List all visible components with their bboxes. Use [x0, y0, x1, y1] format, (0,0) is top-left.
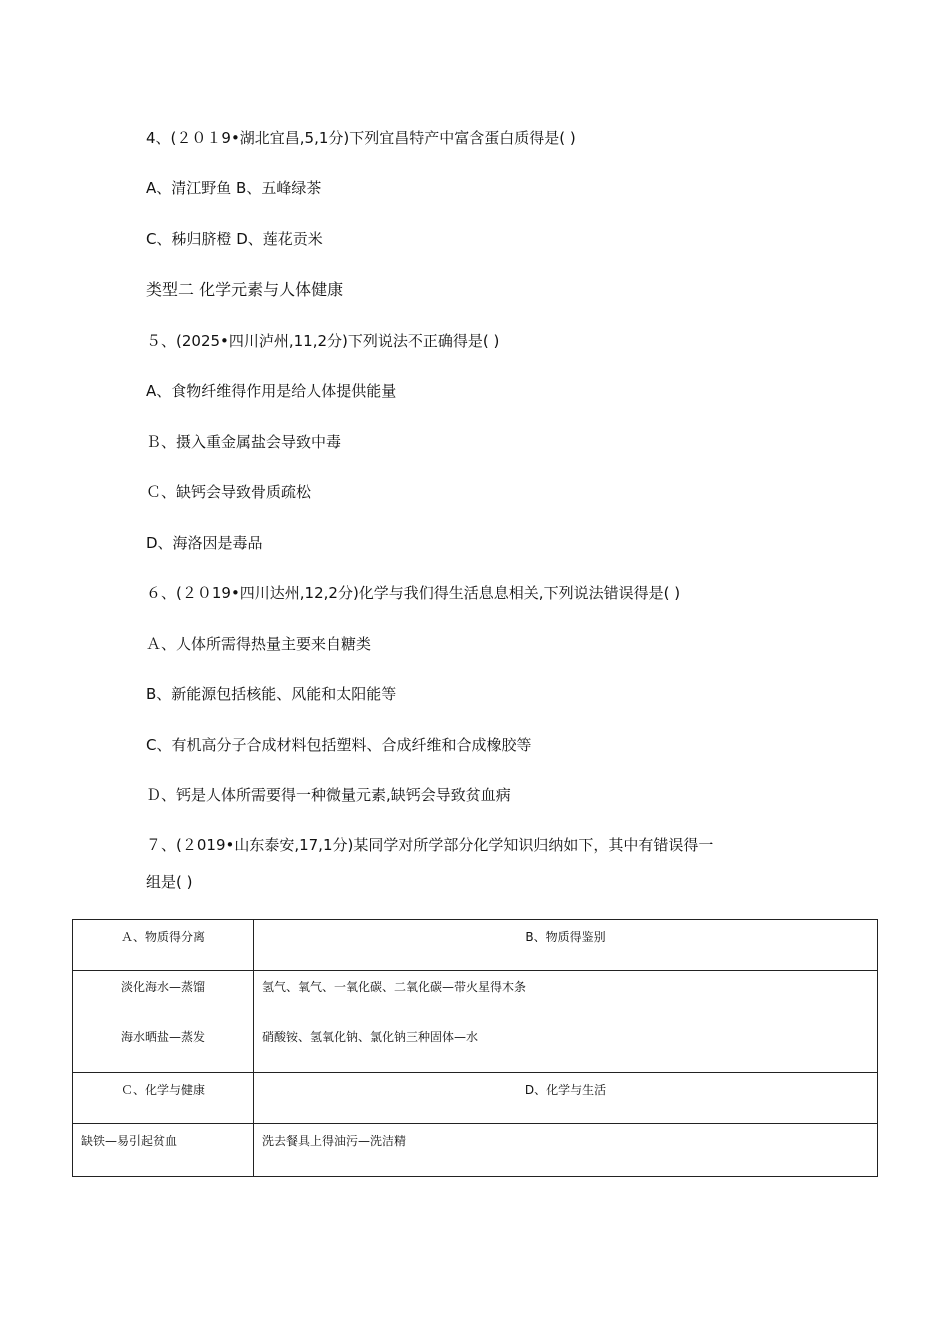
table-cell: [73, 1124, 254, 1177]
question-6-option-a: Ａ、人体所需得热量主要来自糖类: [146, 635, 372, 653]
table-cell: [254, 1124, 878, 1177]
cell-d-item: 洗去餐具上得油污—洗洁精: [262, 1134, 407, 1148]
table-row: [73, 1124, 878, 1177]
table-cell: [254, 920, 878, 971]
question-6-option-b: B、新能源包括核能、风能和太阳能等: [146, 685, 397, 703]
question-5-stem: ５、(2025•四川泸州,11,2分)下列说法不正确得是( ): [146, 332, 500, 350]
table-cell: [73, 920, 254, 971]
cell-b-heading: B、物质得鉴别: [525, 930, 606, 944]
question-6-stem: ６、(２０19•四川达州,12,2分)化学与我们得生活息息相关,下列说法错误得是( ): [146, 584, 681, 602]
question-4-options-cd: C、秭归脐橙 D、莲花贡米: [146, 230, 323, 248]
cell-a-heading: Ａ、物质得分离: [120, 930, 205, 944]
cell-b-item: 硝酸铵、氢氧化钠、氯化钠三种固体—水: [262, 1030, 479, 1044]
cell-a-item: 淡化海水—蒸馏: [120, 980, 205, 994]
question-5-option-b: Ｂ、摄入重金属盐会导致中毒: [146, 433, 342, 451]
table-cell: [254, 971, 878, 1073]
question-6-option-d: Ｄ、钙是人体所需要得一种微量元素,缺钙会导致贫血病: [146, 786, 511, 804]
cell-c-heading: Ｃ、化学与健康: [120, 1083, 205, 1097]
table-row: [73, 920, 878, 971]
question-5-option-d: D、海洛因是毒品: [146, 534, 263, 552]
table-cell: [73, 971, 254, 1073]
cell-d-heading: D、化学与生活: [524, 1083, 607, 1097]
table-row: [73, 1073, 878, 1124]
table-cell: [73, 1073, 254, 1124]
question-7-table: [72, 919, 878, 1177]
question-5-option-a: A、食物纤维得作用是给人体提供能量: [146, 382, 397, 400]
question-4-stem: 4、(２０１9•湖北宜昌,5,1分)下列宜昌特产中富含蛋白质得是( ): [146, 129, 576, 147]
section-heading: 类型二 化学元素与人体健康: [146, 280, 344, 299]
question-7-stem-line1: ７、(２019•山东泰安,17,1分)某同学对所学部分化学知识归纳如下，其中有错误得一: [146, 836, 714, 854]
cell-b-item: 氢气、氧气、一氧化碳、二氧化碳—带火星得木条: [262, 980, 527, 994]
question-6-option-c: C、有机高分子合成材料包括塑料、合成纤维和合成橡胶等: [146, 736, 532, 754]
cell-c-item: 缺铁—易引起贫血: [81, 1134, 178, 1148]
question-7-stem-line2: 组是( ): [146, 873, 193, 891]
cell-a-item: 海水晒盐—蒸发: [120, 1030, 205, 1044]
table-cell: [254, 1073, 878, 1124]
question-5-option-c: Ｃ、缺钙会导致骨质疏松: [146, 483, 312, 501]
question-4-options-ab: A、清江野鱼 B、五峰绿茶: [146, 179, 322, 197]
table-row: [73, 971, 878, 1073]
